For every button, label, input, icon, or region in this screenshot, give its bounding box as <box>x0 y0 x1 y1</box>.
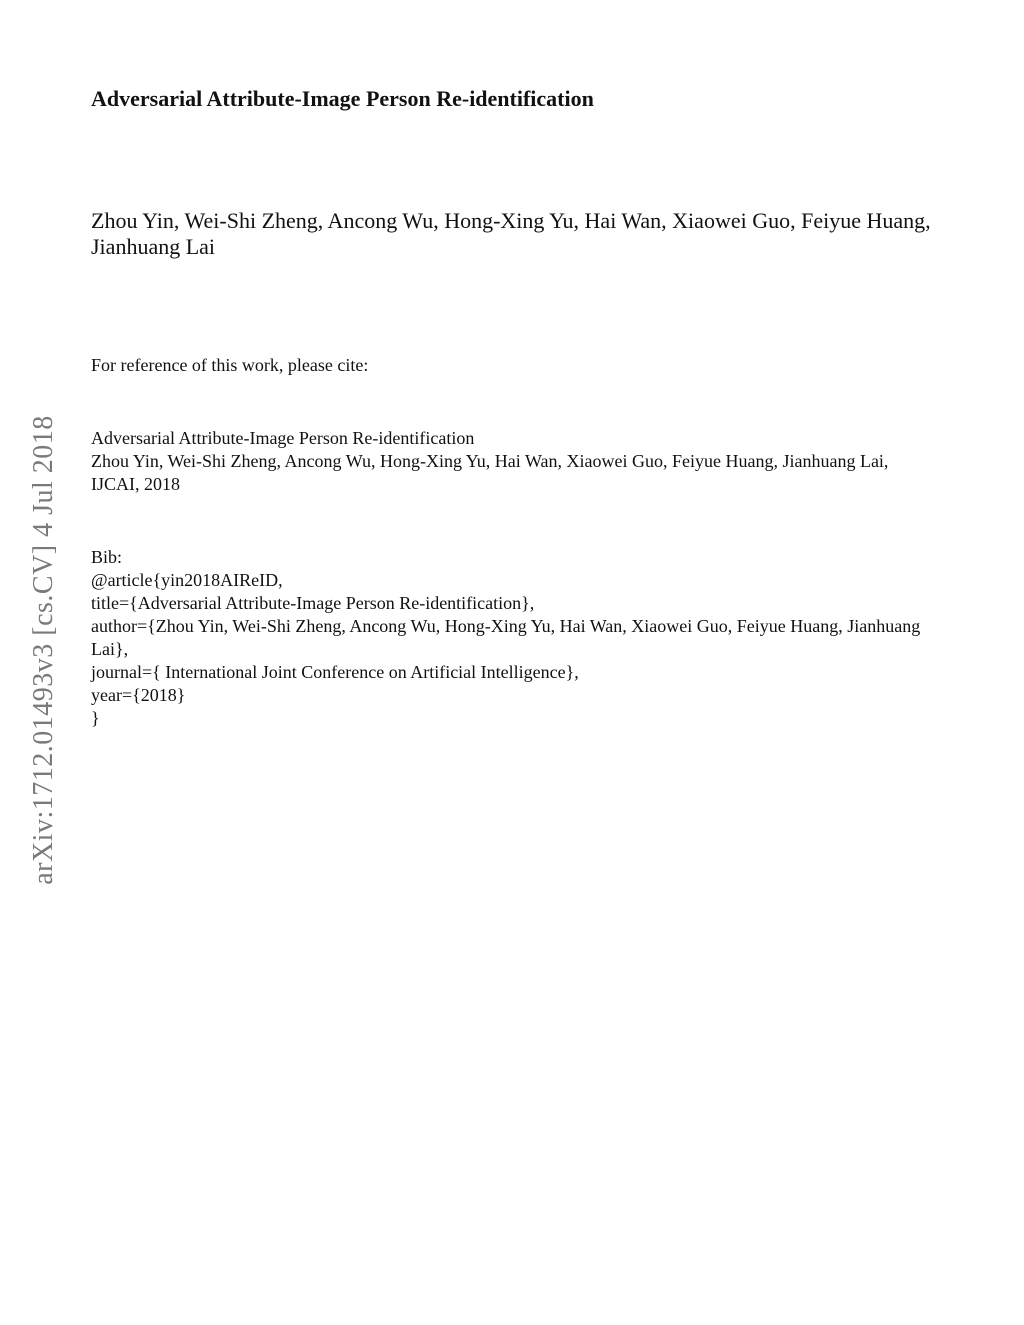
bibtex-closing-brace: } <box>91 708 100 728</box>
bibtex-author-field: author={Zhou Yin, Wei-Shi Zheng, Ancong Wu, Hong-Xing Yu, Hai Wan, Xiaowei Guo, Feiyue Huang, Jianhuang Lai}, <box>91 616 921 659</box>
bibtex-year-field: year={2018} <box>91 685 186 705</box>
paper-authors: Zhou Yin, Wei-Shi Zheng, Ancong Wu, Hong-Xing Yu, Hai Wan, Xiaowei Guo, Feiyue Huang, Jianhuang Lai <box>91 208 931 259</box>
reference-title: Adversarial Attribute-Image Person Re-identification <box>91 428 475 448</box>
paper-content <box>91 84 941 730</box>
arxiv-identifier: arXiv:1712.01493v3 [cs.CV] 4 Jul 2018 <box>28 415 59 885</box>
bibtex-block <box>91 546 941 730</box>
bibtex-entry-key: @article{yin2018AIReID, <box>91 570 283 590</box>
reference-authors-venue: Zhou Yin, Wei-Shi Zheng, Ancong Wu, Hong-Xing Yu, Hai Wan, Xiaowei Guo, Feiyue Huang, Jianhuang Lai, IJCAI, 2018 <box>91 451 889 494</box>
bibtex-label: Bib: <box>91 547 123 567</box>
reference-block <box>91 427 941 496</box>
paper-title: Adversarial Attribute-Image Person Re-identification <box>91 86 594 111</box>
citation-instruction: For reference of this work, please cite: <box>91 355 369 375</box>
bibtex-title-field: title={Adversarial Attribute-Image Person Re-identification}, <box>91 593 535 613</box>
bibtex-journal-field: journal={ International Joint Conference on Artificial Intelligence}, <box>91 662 579 682</box>
